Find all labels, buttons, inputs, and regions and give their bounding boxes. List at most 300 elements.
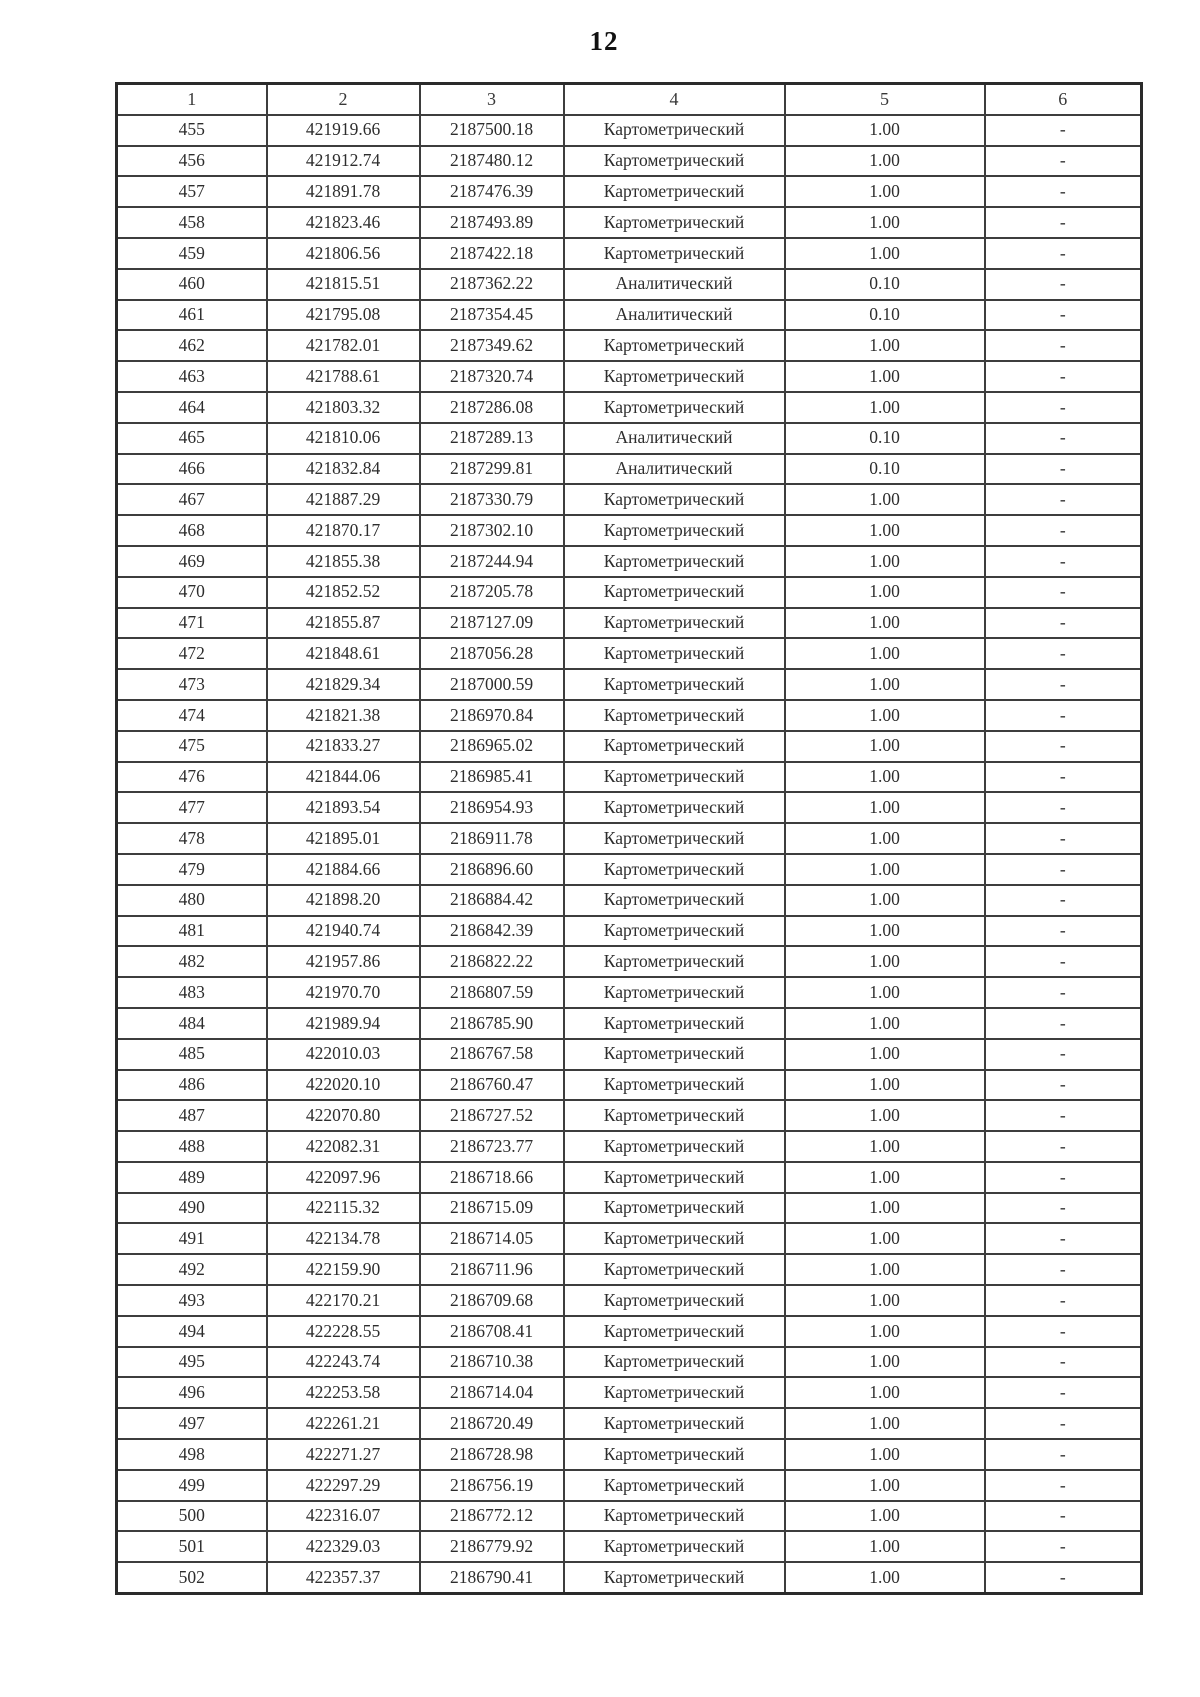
table-cell: - xyxy=(985,300,1142,331)
table-cell: Картометрический xyxy=(564,1531,785,1562)
table-cell: 421891.78 xyxy=(267,176,420,207)
table-cell: - xyxy=(985,454,1142,485)
table-cell: 2186807.59 xyxy=(420,977,564,1008)
page-number: 12 xyxy=(589,26,619,56)
table-cell: 477 xyxy=(117,792,267,823)
table-cell: 1.00 xyxy=(785,700,985,731)
table-row xyxy=(117,423,1142,454)
table-cell: 421970.70 xyxy=(267,977,420,1008)
table-cell: 1.00 xyxy=(785,731,985,762)
table-row xyxy=(117,1408,1142,1439)
table-row xyxy=(117,238,1142,269)
table-cell: 468 xyxy=(117,515,267,546)
table-cell: 488 xyxy=(117,1131,267,1162)
table-cell: Картометрический xyxy=(564,977,785,1008)
table-cell: 422134.78 xyxy=(267,1223,420,1254)
table-cell: 1.00 xyxy=(785,792,985,823)
table-cell: - xyxy=(985,546,1142,577)
table-cell: Картометрический xyxy=(564,762,785,793)
table-cell: 2187000.59 xyxy=(420,669,564,700)
table-cell: 475 xyxy=(117,731,267,762)
table-cell: 0.10 xyxy=(785,423,985,454)
table-cell: 422010.03 xyxy=(267,1039,420,1070)
column-header: 2 xyxy=(267,84,420,115)
table-cell: Аналитический xyxy=(564,300,785,331)
table-cell: Аналитический xyxy=(564,423,785,454)
table-cell: 494 xyxy=(117,1316,267,1347)
table-cell: 2186756.19 xyxy=(420,1470,564,1501)
table-cell: 1.00 xyxy=(785,238,985,269)
table-cell: 422261.21 xyxy=(267,1408,420,1439)
table-cell: 470 xyxy=(117,577,267,608)
table-row xyxy=(117,1039,1142,1070)
table-cell: 465 xyxy=(117,423,267,454)
table-cell: - xyxy=(985,1531,1142,1562)
table-cell: 1.00 xyxy=(785,1347,985,1378)
table-cell: 421803.32 xyxy=(267,392,420,423)
table-cell: - xyxy=(985,115,1142,146)
table-cell: 2187349.62 xyxy=(420,330,564,361)
table-cell: 2186728.98 xyxy=(420,1439,564,1470)
table-row xyxy=(117,669,1142,700)
table-cell: 2187480.12 xyxy=(420,146,564,177)
table-cell: 2186896.60 xyxy=(420,854,564,885)
table-cell: 1.00 xyxy=(785,1439,985,1470)
table-cell: 422020.10 xyxy=(267,1070,420,1101)
table-row xyxy=(117,1162,1142,1193)
table-cell: - xyxy=(985,638,1142,669)
table-row xyxy=(117,946,1142,977)
table-cell: Картометрический xyxy=(564,1377,785,1408)
table-cell: 466 xyxy=(117,454,267,485)
table-cell: 1.00 xyxy=(785,207,985,238)
table-row xyxy=(117,731,1142,762)
table-row xyxy=(117,1285,1142,1316)
table-row xyxy=(117,977,1142,1008)
table-row xyxy=(117,361,1142,392)
table-cell: 422228.55 xyxy=(267,1316,420,1347)
table-cell: Картометрический xyxy=(564,1316,785,1347)
table-cell: 1.00 xyxy=(785,1470,985,1501)
table-cell: 1.00 xyxy=(785,330,985,361)
table-row xyxy=(117,1562,1142,1593)
table-row xyxy=(117,1070,1142,1101)
table-cell: 1.00 xyxy=(785,1377,985,1408)
table-cell: Картометрический xyxy=(564,700,785,731)
table-cell: 2187330.79 xyxy=(420,484,564,515)
table-cell: 459 xyxy=(117,238,267,269)
table-cell: 2187362.22 xyxy=(420,269,564,300)
table-cell: 2186772.12 xyxy=(420,1501,564,1532)
table-row xyxy=(117,207,1142,238)
table-cell: 2186822.22 xyxy=(420,946,564,977)
table-cell: 497 xyxy=(117,1408,267,1439)
table-cell: 2187205.78 xyxy=(420,577,564,608)
table-cell: 2186985.41 xyxy=(420,762,564,793)
table-cell: 2186884.42 xyxy=(420,885,564,916)
column-header: 6 xyxy=(985,84,1142,115)
table-cell: Картометрический xyxy=(564,1162,785,1193)
table-row xyxy=(117,1470,1142,1501)
table-cell: 2186708.41 xyxy=(420,1316,564,1347)
table-cell: 500 xyxy=(117,1501,267,1532)
table-cell: 421893.54 xyxy=(267,792,420,823)
table-cell: 467 xyxy=(117,484,267,515)
table-cell: Картометрический xyxy=(564,1131,785,1162)
table-cell: Картометрический xyxy=(564,1100,785,1131)
table-cell: Картометрический xyxy=(564,916,785,947)
table-cell: 421912.74 xyxy=(267,146,420,177)
table-cell: - xyxy=(985,1223,1142,1254)
table-cell: 481 xyxy=(117,916,267,947)
table-cell: Картометрический xyxy=(564,669,785,700)
table-cell: 2186714.05 xyxy=(420,1223,564,1254)
table-cell: - xyxy=(985,1377,1142,1408)
table-cell: 496 xyxy=(117,1377,267,1408)
table-cell: Картометрический xyxy=(564,1470,785,1501)
column-header: 3 xyxy=(420,84,564,115)
table-cell: 0.10 xyxy=(785,300,985,331)
table-row xyxy=(117,269,1142,300)
table-cell: 495 xyxy=(117,1347,267,1378)
table-row xyxy=(117,1193,1142,1224)
table-cell: 2187299.81 xyxy=(420,454,564,485)
table-cell: 1.00 xyxy=(785,1562,985,1593)
table-cell: - xyxy=(985,423,1142,454)
table-cell: Картометрический xyxy=(564,238,785,269)
table-cell: 2186718.66 xyxy=(420,1162,564,1193)
table-cell: 469 xyxy=(117,546,267,577)
table-cell: 2187500.18 xyxy=(420,115,564,146)
table-cell: 421848.61 xyxy=(267,638,420,669)
table-cell: 2186723.77 xyxy=(420,1131,564,1162)
table-cell: - xyxy=(985,946,1142,977)
column-header: 5 xyxy=(785,84,985,115)
table-body xyxy=(117,115,1142,1594)
table-cell: 1.00 xyxy=(785,176,985,207)
table-cell: 2187476.39 xyxy=(420,176,564,207)
table-cell: 483 xyxy=(117,977,267,1008)
table-cell: 422297.29 xyxy=(267,1470,420,1501)
table-cell: 2186714.04 xyxy=(420,1377,564,1408)
table-cell: - xyxy=(985,1562,1142,1593)
table-cell: Картометрический xyxy=(564,1347,785,1378)
table-row xyxy=(117,392,1142,423)
table-cell: - xyxy=(985,885,1142,916)
table-row xyxy=(117,546,1142,577)
table-cell: 421795.08 xyxy=(267,300,420,331)
table-row xyxy=(117,1316,1142,1347)
table-cell: - xyxy=(985,577,1142,608)
table-cell: 485 xyxy=(117,1039,267,1070)
table-cell: Картометрический xyxy=(564,115,785,146)
table-cell: Картометрический xyxy=(564,361,785,392)
table-cell: 421806.56 xyxy=(267,238,420,269)
table-cell: Картометрический xyxy=(564,1439,785,1470)
table-cell: 421833.27 xyxy=(267,731,420,762)
table-cell: 472 xyxy=(117,638,267,669)
table-cell: 2186720.49 xyxy=(420,1408,564,1439)
table-cell: 1.00 xyxy=(785,1100,985,1131)
table-cell: 2186842.39 xyxy=(420,916,564,947)
table-cell: 2187244.94 xyxy=(420,546,564,577)
table-header xyxy=(117,84,1142,115)
table-cell: 1.00 xyxy=(785,823,985,854)
table-cell: 460 xyxy=(117,269,267,300)
table-cell: Картометрический xyxy=(564,207,785,238)
table-row xyxy=(117,1100,1142,1131)
table-cell: 2186911.78 xyxy=(420,823,564,854)
table-cell: 422329.03 xyxy=(267,1531,420,1562)
table-cell: 501 xyxy=(117,1531,267,1562)
table-row xyxy=(117,854,1142,885)
table-cell: 421887.29 xyxy=(267,484,420,515)
table-cell: Картометрический xyxy=(564,330,785,361)
table-cell: 1.00 xyxy=(785,638,985,669)
table-cell: - xyxy=(985,392,1142,423)
table-cell: Картометрический xyxy=(564,638,785,669)
table-cell: - xyxy=(985,1162,1142,1193)
table-cell: 1.00 xyxy=(785,546,985,577)
table-cell: Картометрический xyxy=(564,577,785,608)
table-cell: Аналитический xyxy=(564,454,785,485)
table-cell: 2186954.93 xyxy=(420,792,564,823)
table-cell: 421788.61 xyxy=(267,361,420,392)
table-row xyxy=(117,1131,1142,1162)
table-cell: 492 xyxy=(117,1254,267,1285)
table-cell: 422357.37 xyxy=(267,1562,420,1593)
coordinates-table xyxy=(115,82,1143,1595)
table-row xyxy=(117,885,1142,916)
table-cell: 1.00 xyxy=(785,1285,985,1316)
table-cell: 463 xyxy=(117,361,267,392)
table-row xyxy=(117,762,1142,793)
table-cell: 2186785.90 xyxy=(420,1008,564,1039)
table-cell: Аналитический xyxy=(564,269,785,300)
table-cell: 457 xyxy=(117,176,267,207)
table-cell: 2186767.58 xyxy=(420,1039,564,1070)
table-cell: 2187422.18 xyxy=(420,238,564,269)
table-cell: 421989.94 xyxy=(267,1008,420,1039)
table-row xyxy=(117,146,1142,177)
table-cell: 455 xyxy=(117,115,267,146)
table-cell: 487 xyxy=(117,1100,267,1131)
table-row xyxy=(117,330,1142,361)
table-cell: 422070.80 xyxy=(267,1100,420,1131)
table-cell: 422097.96 xyxy=(267,1162,420,1193)
table-cell: - xyxy=(985,1008,1142,1039)
table-cell: 1.00 xyxy=(785,484,985,515)
table-cell: 421884.66 xyxy=(267,854,420,885)
table-row xyxy=(117,115,1142,146)
table-cell: 461 xyxy=(117,300,267,331)
table-cell: Картометрический xyxy=(564,484,785,515)
column-header: 4 xyxy=(564,84,785,115)
table-cell: 1.00 xyxy=(785,946,985,977)
table-cell: Картометрический xyxy=(564,1254,785,1285)
table-cell: 1.00 xyxy=(785,669,985,700)
table-cell: - xyxy=(985,176,1142,207)
table-cell: Картометрический xyxy=(564,1501,785,1532)
table-cell: Картометрический xyxy=(564,546,785,577)
table-cell: 1.00 xyxy=(785,1039,985,1070)
table-cell: Картометрический xyxy=(564,854,785,885)
table-cell: 2186711.96 xyxy=(420,1254,564,1285)
table-cell: - xyxy=(985,361,1142,392)
table-cell: 1.00 xyxy=(785,115,985,146)
table-cell: 1.00 xyxy=(785,1408,985,1439)
table-cell: 1.00 xyxy=(785,577,985,608)
table-cell: 474 xyxy=(117,700,267,731)
table-row xyxy=(117,700,1142,731)
table-cell: 490 xyxy=(117,1193,267,1224)
table-cell: - xyxy=(985,484,1142,515)
table-cell: 1.00 xyxy=(785,1193,985,1224)
table-cell: 498 xyxy=(117,1439,267,1470)
table-cell: 2186727.52 xyxy=(420,1100,564,1131)
table-cell: - xyxy=(985,1100,1142,1131)
table-cell: - xyxy=(985,1254,1142,1285)
table-cell: Картометрический xyxy=(564,146,785,177)
table-cell: 1.00 xyxy=(785,1501,985,1532)
table-cell: 1.00 xyxy=(785,608,985,639)
table-cell: 478 xyxy=(117,823,267,854)
table-cell: 421898.20 xyxy=(267,885,420,916)
table-row xyxy=(117,1008,1142,1039)
table-cell: 2186790.41 xyxy=(420,1562,564,1593)
table-cell: 458 xyxy=(117,207,267,238)
table-cell: Картометрический xyxy=(564,1070,785,1101)
table-cell: 421895.01 xyxy=(267,823,420,854)
table-cell: 2187127.09 xyxy=(420,608,564,639)
table-cell: Картометрический xyxy=(564,1408,785,1439)
table-cell: 471 xyxy=(117,608,267,639)
table-cell: Картометрический xyxy=(564,823,785,854)
table-cell: - xyxy=(985,1347,1142,1378)
table-cell: 421829.34 xyxy=(267,669,420,700)
table-cell: - xyxy=(985,207,1142,238)
table-cell: 421815.51 xyxy=(267,269,420,300)
table-cell: 493 xyxy=(117,1285,267,1316)
table-cell: Картометрический xyxy=(564,792,785,823)
table-cell: 422243.74 xyxy=(267,1347,420,1378)
table-cell: - xyxy=(985,669,1142,700)
table-cell: 489 xyxy=(117,1162,267,1193)
table-cell: Картометрический xyxy=(564,1193,785,1224)
table-cell: 480 xyxy=(117,885,267,916)
table-cell: - xyxy=(985,1193,1142,1224)
table-cell: 1.00 xyxy=(785,1070,985,1101)
table-row xyxy=(117,300,1142,331)
table-cell: 479 xyxy=(117,854,267,885)
column-header: 1 xyxy=(117,84,267,115)
table-row xyxy=(117,515,1142,546)
table-row xyxy=(117,1377,1142,1408)
table-cell: 421855.87 xyxy=(267,608,420,639)
table-cell: 491 xyxy=(117,1223,267,1254)
table-cell: 1.00 xyxy=(785,1316,985,1347)
table-cell: 499 xyxy=(117,1470,267,1501)
table-cell: - xyxy=(985,916,1142,947)
table-cell: 1.00 xyxy=(785,392,985,423)
table-cell: - xyxy=(985,515,1142,546)
table-row xyxy=(117,1439,1142,1470)
table-cell: 2186779.92 xyxy=(420,1531,564,1562)
table-cell: 456 xyxy=(117,146,267,177)
table-cell: 421919.66 xyxy=(267,115,420,146)
table-row xyxy=(117,454,1142,485)
table-cell: Картометрический xyxy=(564,1223,785,1254)
table-cell: 422115.32 xyxy=(267,1193,420,1224)
table-cell: 2187289.13 xyxy=(420,423,564,454)
table-cell: 1.00 xyxy=(785,1008,985,1039)
table-cell: 486 xyxy=(117,1070,267,1101)
table-cell: 2187320.74 xyxy=(420,361,564,392)
table-cell: - xyxy=(985,1439,1142,1470)
table-cell: Картометрический xyxy=(564,608,785,639)
table-cell: - xyxy=(985,1316,1142,1347)
table-row xyxy=(117,484,1142,515)
table-row xyxy=(117,608,1142,639)
table-cell: 421870.17 xyxy=(267,515,420,546)
table-row xyxy=(117,176,1142,207)
table-cell: 464 xyxy=(117,392,267,423)
table-cell: 1.00 xyxy=(785,1162,985,1193)
table-cell: 2186715.09 xyxy=(420,1193,564,1224)
table-row xyxy=(117,1501,1142,1532)
table-cell: 1.00 xyxy=(785,854,985,885)
table-cell: - xyxy=(985,977,1142,1008)
table-cell: 421823.46 xyxy=(267,207,420,238)
table-cell: 1.00 xyxy=(785,916,985,947)
table-cell: - xyxy=(985,608,1142,639)
table-cell: 422271.27 xyxy=(267,1439,420,1470)
table-cell: 2187286.08 xyxy=(420,392,564,423)
table-cell: 462 xyxy=(117,330,267,361)
table-cell: - xyxy=(985,269,1142,300)
table-row xyxy=(117,823,1142,854)
table-cell: 1.00 xyxy=(785,977,985,1008)
table-cell: 2187493.89 xyxy=(420,207,564,238)
table-cell: 421832.84 xyxy=(267,454,420,485)
table-cell: Картометрический xyxy=(564,392,785,423)
table-cell: Картометрический xyxy=(564,176,785,207)
table-cell: Картометрический xyxy=(564,946,785,977)
table-cell: 421844.06 xyxy=(267,762,420,793)
table-cell: 422253.58 xyxy=(267,1377,420,1408)
table-cell: 421957.86 xyxy=(267,946,420,977)
table-row xyxy=(117,577,1142,608)
table-cell: 2186760.47 xyxy=(420,1070,564,1101)
table-row xyxy=(117,792,1142,823)
table-row xyxy=(117,1223,1142,1254)
table-cell: 1.00 xyxy=(785,146,985,177)
table-cell: - xyxy=(985,792,1142,823)
table-cell: Картометрический xyxy=(564,1008,785,1039)
table-cell: 2187056.28 xyxy=(420,638,564,669)
table-cell: 421940.74 xyxy=(267,916,420,947)
table-row xyxy=(117,1254,1142,1285)
table-cell: - xyxy=(985,823,1142,854)
table-cell: 1.00 xyxy=(785,762,985,793)
table-cell: Картометрический xyxy=(564,885,785,916)
table-cell: - xyxy=(985,1501,1142,1532)
table-cell: - xyxy=(985,330,1142,361)
table-cell: - xyxy=(985,700,1142,731)
table-cell: 2187302.10 xyxy=(420,515,564,546)
table-cell: 2186709.68 xyxy=(420,1285,564,1316)
table-cell: - xyxy=(985,762,1142,793)
